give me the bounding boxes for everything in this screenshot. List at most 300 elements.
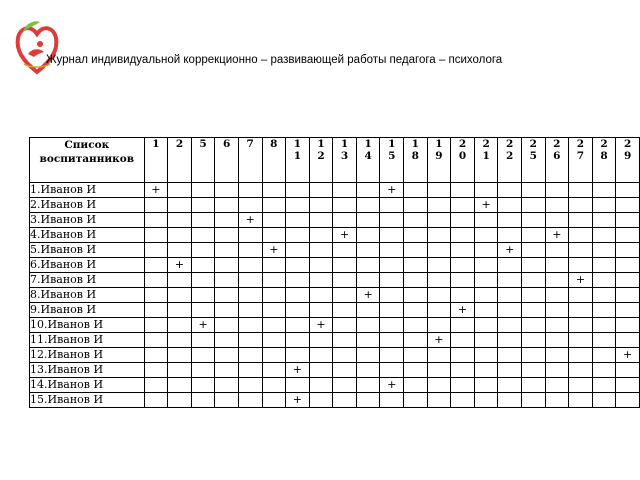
attendance-empty-cell[interactable]: [356, 393, 380, 408]
attendance-empty-cell[interactable]: [427, 273, 451, 288]
attendance-empty-cell[interactable]: [356, 213, 380, 228]
attendance-empty-cell[interactable]: [168, 303, 192, 318]
attendance-empty-cell[interactable]: [569, 333, 593, 348]
attendance-empty-cell[interactable]: [144, 213, 168, 228]
attendance-mark-cell[interactable]: +: [309, 318, 333, 333]
attendance-empty-cell[interactable]: [144, 228, 168, 243]
attendance-mark-cell[interactable]: +: [168, 258, 192, 273]
attendance-empty-cell[interactable]: [333, 378, 357, 393]
attendance-empty-cell[interactable]: [356, 378, 380, 393]
attendance-mark-cell[interactable]: +: [356, 288, 380, 303]
attendance-empty-cell[interactable]: [427, 183, 451, 198]
attendance-empty-cell[interactable]: [333, 318, 357, 333]
attendance-empty-cell[interactable]: [474, 318, 498, 333]
attendance-empty-cell[interactable]: [569, 258, 593, 273]
attendance-empty-cell[interactable]: [545, 333, 569, 348]
attendance-empty-cell[interactable]: [545, 303, 569, 318]
attendance-empty-cell[interactable]: [238, 348, 262, 363]
attendance-empty-cell[interactable]: [380, 273, 404, 288]
attendance-empty-cell[interactable]: [380, 213, 404, 228]
attendance-empty-cell[interactable]: [309, 243, 333, 258]
attendance-mark-cell[interactable]: +: [286, 363, 310, 378]
attendance-empty-cell[interactable]: [592, 228, 616, 243]
attendance-empty-cell[interactable]: [569, 363, 593, 378]
attendance-empty-cell[interactable]: [356, 243, 380, 258]
attendance-empty-cell[interactable]: [356, 363, 380, 378]
attendance-empty-cell[interactable]: [286, 228, 310, 243]
attendance-empty-cell[interactable]: [498, 393, 522, 408]
attendance-empty-cell[interactable]: [521, 243, 545, 258]
attendance-mark-cell[interactable]: +: [238, 213, 262, 228]
attendance-empty-cell[interactable]: [427, 363, 451, 378]
attendance-empty-cell[interactable]: [616, 393, 640, 408]
attendance-empty-cell[interactable]: [286, 318, 310, 333]
attendance-empty-cell[interactable]: [168, 228, 192, 243]
attendance-empty-cell[interactable]: [262, 393, 286, 408]
attendance-empty-cell[interactable]: [498, 183, 522, 198]
attendance-empty-cell[interactable]: [144, 378, 168, 393]
attendance-empty-cell[interactable]: [238, 378, 262, 393]
attendance-empty-cell[interactable]: [144, 273, 168, 288]
attendance-empty-cell[interactable]: [215, 363, 239, 378]
attendance-empty-cell[interactable]: [144, 258, 168, 273]
attendance-empty-cell[interactable]: [238, 393, 262, 408]
attendance-empty-cell[interactable]: [309, 228, 333, 243]
attendance-empty-cell[interactable]: [380, 363, 404, 378]
attendance-mark-cell[interactable]: +: [262, 243, 286, 258]
attendance-empty-cell[interactable]: [262, 228, 286, 243]
attendance-empty-cell[interactable]: [144, 243, 168, 258]
attendance-empty-cell[interactable]: [262, 378, 286, 393]
attendance-empty-cell[interactable]: [262, 198, 286, 213]
attendance-empty-cell[interactable]: [521, 378, 545, 393]
attendance-empty-cell[interactable]: [380, 348, 404, 363]
attendance-empty-cell[interactable]: [545, 198, 569, 213]
attendance-empty-cell[interactable]: [309, 198, 333, 213]
attendance-empty-cell[interactable]: [404, 258, 428, 273]
attendance-empty-cell[interactable]: [545, 243, 569, 258]
attendance-empty-cell[interactable]: [545, 393, 569, 408]
attendance-empty-cell[interactable]: [451, 318, 475, 333]
attendance-empty-cell[interactable]: [427, 228, 451, 243]
attendance-empty-cell[interactable]: [191, 258, 215, 273]
attendance-empty-cell[interactable]: [404, 273, 428, 288]
attendance-empty-cell[interactable]: [191, 378, 215, 393]
attendance-empty-cell[interactable]: [168, 333, 192, 348]
attendance-empty-cell[interactable]: [215, 303, 239, 318]
attendance-empty-cell[interactable]: [404, 363, 428, 378]
attendance-empty-cell[interactable]: [215, 393, 239, 408]
attendance-empty-cell[interactable]: [286, 333, 310, 348]
attendance-empty-cell[interactable]: [474, 348, 498, 363]
attendance-empty-cell[interactable]: [168, 273, 192, 288]
attendance-empty-cell[interactable]: [451, 363, 475, 378]
attendance-empty-cell[interactable]: [451, 393, 475, 408]
attendance-mark-cell[interactable]: +: [333, 228, 357, 243]
attendance-empty-cell[interactable]: [238, 198, 262, 213]
attendance-empty-cell[interactable]: [309, 378, 333, 393]
attendance-empty-cell[interactable]: [616, 213, 640, 228]
attendance-empty-cell[interactable]: [592, 363, 616, 378]
attendance-mark-cell[interactable]: +: [545, 228, 569, 243]
attendance-empty-cell[interactable]: [569, 183, 593, 198]
attendance-empty-cell[interactable]: [144, 303, 168, 318]
attendance-empty-cell[interactable]: [569, 318, 593, 333]
attendance-empty-cell[interactable]: [451, 198, 475, 213]
attendance-empty-cell[interactable]: [498, 228, 522, 243]
attendance-empty-cell[interactable]: [592, 243, 616, 258]
attendance-empty-cell[interactable]: [238, 288, 262, 303]
attendance-empty-cell[interactable]: [356, 228, 380, 243]
attendance-empty-cell[interactable]: [309, 213, 333, 228]
attendance-empty-cell[interactable]: [333, 243, 357, 258]
attendance-empty-cell[interactable]: [333, 303, 357, 318]
attendance-empty-cell[interactable]: [333, 273, 357, 288]
attendance-empty-cell[interactable]: [356, 273, 380, 288]
attendance-empty-cell[interactable]: [168, 213, 192, 228]
attendance-empty-cell[interactable]: [498, 378, 522, 393]
attendance-empty-cell[interactable]: [215, 288, 239, 303]
attendance-empty-cell[interactable]: [592, 213, 616, 228]
attendance-empty-cell[interactable]: [592, 348, 616, 363]
attendance-empty-cell[interactable]: [592, 318, 616, 333]
attendance-empty-cell[interactable]: [238, 318, 262, 333]
attendance-empty-cell[interactable]: [333, 393, 357, 408]
attendance-empty-cell[interactable]: [521, 363, 545, 378]
attendance-empty-cell[interactable]: [380, 258, 404, 273]
attendance-mark-cell[interactable]: +: [451, 303, 475, 318]
attendance-empty-cell[interactable]: [498, 288, 522, 303]
attendance-empty-cell[interactable]: [356, 258, 380, 273]
attendance-empty-cell[interactable]: [215, 183, 239, 198]
attendance-empty-cell[interactable]: [333, 333, 357, 348]
attendance-empty-cell[interactable]: [333, 183, 357, 198]
attendance-empty-cell[interactable]: [451, 213, 475, 228]
attendance-empty-cell[interactable]: [380, 288, 404, 303]
attendance-empty-cell[interactable]: [333, 213, 357, 228]
attendance-empty-cell[interactable]: [498, 213, 522, 228]
attendance-empty-cell[interactable]: [380, 243, 404, 258]
attendance-empty-cell[interactable]: [286, 288, 310, 303]
attendance-empty-cell[interactable]: [616, 228, 640, 243]
attendance-empty-cell[interactable]: [427, 198, 451, 213]
attendance-empty-cell[interactable]: [215, 213, 239, 228]
attendance-empty-cell[interactable]: [616, 303, 640, 318]
attendance-empty-cell[interactable]: [474, 363, 498, 378]
attendance-empty-cell[interactable]: [215, 258, 239, 273]
attendance-empty-cell[interactable]: [380, 198, 404, 213]
attendance-empty-cell[interactable]: [191, 348, 215, 363]
attendance-empty-cell[interactable]: [380, 393, 404, 408]
attendance-empty-cell[interactable]: [262, 333, 286, 348]
attendance-empty-cell[interactable]: [404, 333, 428, 348]
attendance-empty-cell[interactable]: [286, 198, 310, 213]
attendance-empty-cell[interactable]: [474, 183, 498, 198]
attendance-empty-cell[interactable]: [569, 213, 593, 228]
attendance-empty-cell[interactable]: [215, 318, 239, 333]
attendance-mark-cell[interactable]: +: [191, 318, 215, 333]
attendance-empty-cell[interactable]: [592, 333, 616, 348]
attendance-empty-cell[interactable]: [521, 393, 545, 408]
attendance-empty-cell[interactable]: [238, 333, 262, 348]
attendance-empty-cell[interactable]: [286, 183, 310, 198]
attendance-empty-cell[interactable]: [333, 348, 357, 363]
attendance-empty-cell[interactable]: [168, 378, 192, 393]
attendance-empty-cell[interactable]: [262, 213, 286, 228]
attendance-empty-cell[interactable]: [238, 363, 262, 378]
attendance-empty-cell[interactable]: [215, 198, 239, 213]
attendance-empty-cell[interactable]: [356, 198, 380, 213]
attendance-empty-cell[interactable]: [616, 288, 640, 303]
attendance-empty-cell[interactable]: [474, 273, 498, 288]
attendance-empty-cell[interactable]: [545, 363, 569, 378]
attendance-empty-cell[interactable]: [427, 258, 451, 273]
attendance-empty-cell[interactable]: [521, 228, 545, 243]
attendance-empty-cell[interactable]: [474, 228, 498, 243]
attendance-empty-cell[interactable]: [451, 348, 475, 363]
attendance-empty-cell[interactable]: [191, 303, 215, 318]
attendance-mark-cell[interactable]: +: [380, 183, 404, 198]
attendance-mark-cell[interactable]: +: [427, 333, 451, 348]
attendance-empty-cell[interactable]: [427, 213, 451, 228]
attendance-empty-cell[interactable]: [404, 183, 428, 198]
attendance-empty-cell[interactable]: [545, 258, 569, 273]
attendance-mark-cell[interactable]: +: [569, 273, 593, 288]
attendance-empty-cell[interactable]: [616, 318, 640, 333]
attendance-empty-cell[interactable]: [521, 258, 545, 273]
attendance-empty-cell[interactable]: [474, 378, 498, 393]
attendance-empty-cell[interactable]: [474, 303, 498, 318]
attendance-empty-cell[interactable]: [616, 273, 640, 288]
attendance-empty-cell[interactable]: [521, 273, 545, 288]
attendance-empty-cell[interactable]: [168, 348, 192, 363]
attendance-empty-cell[interactable]: [404, 348, 428, 363]
attendance-empty-cell[interactable]: [144, 363, 168, 378]
attendance-empty-cell[interactable]: [356, 183, 380, 198]
attendance-empty-cell[interactable]: [404, 213, 428, 228]
attendance-empty-cell[interactable]: [569, 243, 593, 258]
attendance-empty-cell[interactable]: [168, 363, 192, 378]
attendance-empty-cell[interactable]: [521, 333, 545, 348]
attendance-empty-cell[interactable]: [333, 198, 357, 213]
attendance-empty-cell[interactable]: [592, 258, 616, 273]
attendance-empty-cell[interactable]: [569, 288, 593, 303]
attendance-empty-cell[interactable]: [286, 258, 310, 273]
attendance-empty-cell[interactable]: [262, 348, 286, 363]
attendance-empty-cell[interactable]: [404, 198, 428, 213]
attendance-empty-cell[interactable]: [262, 288, 286, 303]
attendance-empty-cell[interactable]: [592, 273, 616, 288]
attendance-empty-cell[interactable]: [168, 318, 192, 333]
attendance-empty-cell[interactable]: [168, 288, 192, 303]
attendance-empty-cell[interactable]: [144, 393, 168, 408]
attendance-empty-cell[interactable]: [451, 183, 475, 198]
attendance-mark-cell[interactable]: +: [616, 348, 640, 363]
attendance-empty-cell[interactable]: [238, 258, 262, 273]
attendance-empty-cell[interactable]: [427, 348, 451, 363]
attendance-empty-cell[interactable]: [498, 258, 522, 273]
attendance-empty-cell[interactable]: [191, 363, 215, 378]
attendance-empty-cell[interactable]: [427, 393, 451, 408]
attendance-empty-cell[interactable]: [451, 378, 475, 393]
attendance-empty-cell[interactable]: [545, 378, 569, 393]
attendance-empty-cell[interactable]: [144, 288, 168, 303]
attendance-empty-cell[interactable]: [569, 198, 593, 213]
attendance-empty-cell[interactable]: [592, 393, 616, 408]
attendance-empty-cell[interactable]: [309, 303, 333, 318]
attendance-empty-cell[interactable]: [474, 258, 498, 273]
attendance-empty-cell[interactable]: [262, 183, 286, 198]
attendance-empty-cell[interactable]: [592, 198, 616, 213]
attendance-empty-cell[interactable]: [404, 228, 428, 243]
attendance-empty-cell[interactable]: [498, 363, 522, 378]
attendance-empty-cell[interactable]: [262, 318, 286, 333]
attendance-empty-cell[interactable]: [616, 378, 640, 393]
attendance-empty-cell[interactable]: [262, 303, 286, 318]
attendance-empty-cell[interactable]: [545, 183, 569, 198]
attendance-empty-cell[interactable]: [191, 243, 215, 258]
attendance-empty-cell[interactable]: [238, 303, 262, 318]
attendance-mark-cell[interactable]: +: [498, 243, 522, 258]
attendance-empty-cell[interactable]: [262, 258, 286, 273]
attendance-empty-cell[interactable]: [545, 213, 569, 228]
attendance-empty-cell[interactable]: [451, 258, 475, 273]
attendance-empty-cell[interactable]: [616, 333, 640, 348]
attendance-empty-cell[interactable]: [215, 333, 239, 348]
attendance-empty-cell[interactable]: [592, 183, 616, 198]
attendance-empty-cell[interactable]: [404, 378, 428, 393]
attendance-empty-cell[interactable]: [333, 288, 357, 303]
attendance-empty-cell[interactable]: [191, 228, 215, 243]
attendance-empty-cell[interactable]: [521, 318, 545, 333]
attendance-empty-cell[interactable]: [569, 348, 593, 363]
attendance-empty-cell[interactable]: [569, 393, 593, 408]
attendance-empty-cell[interactable]: [545, 318, 569, 333]
attendance-empty-cell[interactable]: [427, 318, 451, 333]
attendance-empty-cell[interactable]: [356, 303, 380, 318]
attendance-empty-cell[interactable]: [238, 183, 262, 198]
attendance-empty-cell[interactable]: [498, 333, 522, 348]
attendance-empty-cell[interactable]: [215, 348, 239, 363]
attendance-mark-cell[interactable]: +: [144, 183, 168, 198]
attendance-empty-cell[interactable]: [451, 228, 475, 243]
attendance-empty-cell[interactable]: [309, 273, 333, 288]
attendance-empty-cell[interactable]: [238, 243, 262, 258]
attendance-empty-cell[interactable]: [356, 348, 380, 363]
attendance-empty-cell[interactable]: [356, 333, 380, 348]
attendance-empty-cell[interactable]: [191, 183, 215, 198]
attendance-empty-cell[interactable]: [474, 213, 498, 228]
attendance-empty-cell[interactable]: [191, 213, 215, 228]
attendance-empty-cell[interactable]: [474, 333, 498, 348]
attendance-empty-cell[interactable]: [191, 198, 215, 213]
attendance-empty-cell[interactable]: [191, 273, 215, 288]
attendance-empty-cell[interactable]: [592, 288, 616, 303]
attendance-empty-cell[interactable]: [451, 333, 475, 348]
attendance-empty-cell[interactable]: [262, 363, 286, 378]
attendance-empty-cell[interactable]: [380, 228, 404, 243]
attendance-empty-cell[interactable]: [404, 393, 428, 408]
attendance-empty-cell[interactable]: [474, 288, 498, 303]
attendance-empty-cell[interactable]: [545, 273, 569, 288]
attendance-empty-cell[interactable]: [191, 393, 215, 408]
attendance-empty-cell[interactable]: [215, 243, 239, 258]
attendance-empty-cell[interactable]: [427, 303, 451, 318]
attendance-empty-cell[interactable]: [569, 303, 593, 318]
attendance-empty-cell[interactable]: [144, 318, 168, 333]
attendance-empty-cell[interactable]: [521, 183, 545, 198]
attendance-empty-cell[interactable]: [309, 363, 333, 378]
attendance-empty-cell[interactable]: [592, 378, 616, 393]
attendance-empty-cell[interactable]: [498, 198, 522, 213]
attendance-empty-cell[interactable]: [309, 288, 333, 303]
attendance-empty-cell[interactable]: [521, 303, 545, 318]
attendance-empty-cell[interactable]: [616, 363, 640, 378]
attendance-empty-cell[interactable]: [521, 288, 545, 303]
attendance-empty-cell[interactable]: [616, 183, 640, 198]
attendance-empty-cell[interactable]: [286, 378, 310, 393]
attendance-empty-cell[interactable]: [286, 243, 310, 258]
attendance-empty-cell[interactable]: [521, 198, 545, 213]
attendance-empty-cell[interactable]: [451, 288, 475, 303]
attendance-empty-cell[interactable]: [616, 243, 640, 258]
attendance-empty-cell[interactable]: [404, 243, 428, 258]
attendance-empty-cell[interactable]: [286, 348, 310, 363]
attendance-empty-cell[interactable]: [380, 318, 404, 333]
attendance-empty-cell[interactable]: [404, 303, 428, 318]
attendance-empty-cell[interactable]: [521, 348, 545, 363]
attendance-empty-cell[interactable]: [474, 243, 498, 258]
attendance-empty-cell[interactable]: [168, 393, 192, 408]
attendance-empty-cell[interactable]: [427, 243, 451, 258]
attendance-empty-cell[interactable]: [144, 198, 168, 213]
attendance-empty-cell[interactable]: [451, 273, 475, 288]
attendance-empty-cell[interactable]: [333, 258, 357, 273]
attendance-empty-cell[interactable]: [286, 273, 310, 288]
attendance-empty-cell[interactable]: [356, 318, 380, 333]
attendance-mark-cell[interactable]: +: [286, 393, 310, 408]
attendance-empty-cell[interactable]: [569, 378, 593, 393]
attendance-empty-cell[interactable]: [498, 303, 522, 318]
attendance-empty-cell[interactable]: [168, 183, 192, 198]
attendance-empty-cell[interactable]: [262, 273, 286, 288]
attendance-empty-cell[interactable]: [404, 288, 428, 303]
attendance-empty-cell[interactable]: [498, 273, 522, 288]
attendance-empty-cell[interactable]: [380, 303, 404, 318]
attendance-empty-cell[interactable]: [286, 303, 310, 318]
attendance-empty-cell[interactable]: [191, 288, 215, 303]
attendance-mark-cell[interactable]: +: [474, 198, 498, 213]
attendance-empty-cell[interactable]: [380, 333, 404, 348]
attendance-empty-cell[interactable]: [309, 393, 333, 408]
attendance-empty-cell[interactable]: [427, 378, 451, 393]
attendance-empty-cell[interactable]: [168, 243, 192, 258]
attendance-empty-cell[interactable]: [309, 333, 333, 348]
attendance-empty-cell[interactable]: [309, 183, 333, 198]
attendance-empty-cell[interactable]: [144, 348, 168, 363]
attendance-empty-cell[interactable]: [191, 333, 215, 348]
attendance-empty-cell[interactable]: [238, 228, 262, 243]
attendance-empty-cell[interactable]: [238, 273, 262, 288]
attendance-empty-cell[interactable]: [616, 258, 640, 273]
attendance-empty-cell[interactable]: [474, 393, 498, 408]
attendance-empty-cell[interactable]: [569, 228, 593, 243]
attendance-empty-cell[interactable]: [333, 363, 357, 378]
attendance-empty-cell[interactable]: [616, 198, 640, 213]
attendance-empty-cell[interactable]: [545, 288, 569, 303]
attendance-empty-cell[interactable]: [521, 213, 545, 228]
attendance-empty-cell[interactable]: [215, 378, 239, 393]
